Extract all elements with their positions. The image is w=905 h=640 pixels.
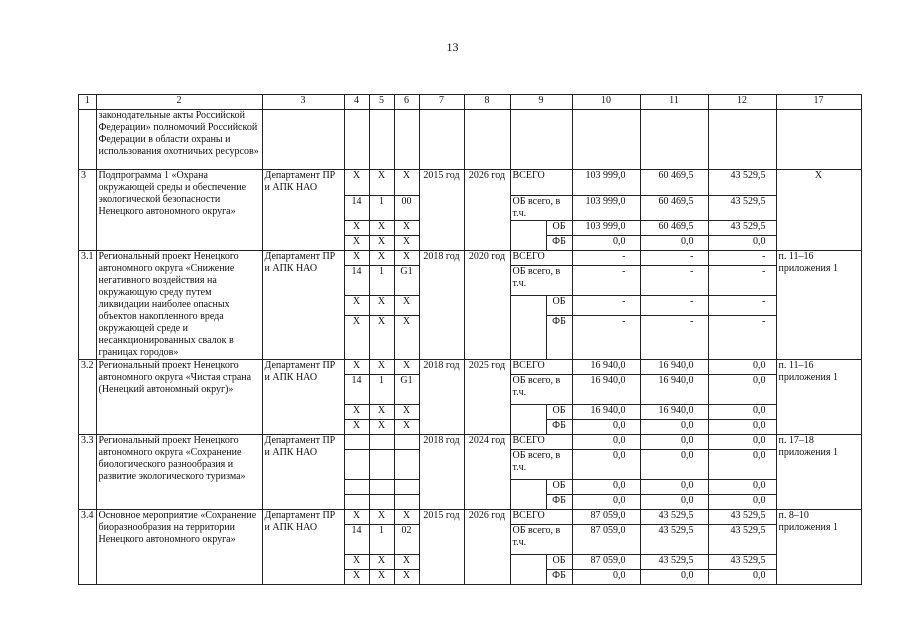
column-header: 2: [96, 95, 262, 110]
value-col12: 43 529,5: [708, 196, 776, 221]
source-label: ОБ всего, в т.ч.: [510, 525, 572, 555]
empty-cell: [464, 110, 510, 170]
code-cell: Х: [369, 360, 394, 375]
department: Департамент ПР и АПК НАО: [262, 360, 344, 435]
page-number: 13: [446, 40, 459, 54]
code-cell: Х: [344, 251, 369, 266]
code-cell: [344, 495, 369, 510]
value-col10: 103 999,0: [572, 170, 640, 196]
code-cell: Х: [394, 555, 419, 570]
year-end: 2026 год: [464, 510, 510, 585]
year-start: 2015 год: [419, 170, 464, 251]
item-name: Региональный проект Ненецкого автономного округа «Сохранение биологического разнообразия и развитие экологического туризма»: [96, 435, 262, 510]
value-col10: 0,0: [572, 450, 640, 480]
value-col10: -: [572, 266, 640, 296]
source-label: ОБ: [546, 296, 572, 316]
value-col10: 16 940,0: [572, 375, 640, 405]
value-col12: 0,0: [708, 435, 776, 450]
code-cell: G1: [394, 375, 419, 405]
value-col12: 43 529,5: [708, 555, 776, 570]
value-col11: 43 529,5: [640, 510, 708, 525]
value-col11: 43 529,5: [640, 555, 708, 570]
item-name: Региональный проект Ненецкого автономного округа «Снижение негативного воздействия на окружающую среду путем ликвидации наиболее опасных объектов накопленного вреда окружающей среде и несанкционированных свалок в границах городов»: [96, 251, 262, 360]
code-cell: [394, 450, 419, 480]
column-header: 17: [776, 95, 861, 110]
code-cell: [344, 450, 369, 480]
code-cell: 00: [394, 196, 419, 221]
empty-cell: [262, 110, 344, 170]
value-col11: 16 940,0: [640, 405, 708, 420]
code-cell: Х: [344, 420, 369, 435]
value-col10: 103 999,0: [572, 196, 640, 221]
source-label: ОБ: [546, 405, 572, 420]
value-col10: 87 059,0: [572, 510, 640, 525]
value-col10: -: [572, 316, 640, 360]
department: Департамент ПР и АПК НАО: [262, 170, 344, 251]
value-col12: 0,0: [708, 480, 776, 495]
item-name: Основное мероприятие «Сохранение биоразнообразия на территории Ненецкого автономного округа»: [96, 510, 262, 585]
source-label: ОБ: [546, 480, 572, 495]
value-col12: 43 529,5: [708, 510, 776, 525]
row-number: 3.4: [79, 510, 97, 585]
empty-cell: [510, 110, 572, 170]
table-row: [79, 170, 862, 196]
code-cell: 14: [344, 525, 369, 555]
empty-cell: [510, 296, 546, 360]
value-col11: 0,0: [640, 570, 708, 585]
code-cell: Х: [394, 360, 419, 375]
code-cell: [369, 435, 394, 450]
column-header: 6: [394, 95, 419, 110]
value-col11: 16 940,0: [640, 360, 708, 375]
year-start: 2018 год: [419, 435, 464, 510]
code-cell: G1: [394, 266, 419, 296]
note: п. 11–16 приложения 1: [776, 360, 861, 435]
value-col11: 0,0: [640, 495, 708, 510]
code-cell: Х: [344, 510, 369, 525]
code-cell: Х: [394, 236, 419, 251]
source-label: ВСЕГО: [510, 360, 572, 375]
source-label: ВСЕГО: [510, 435, 572, 450]
value-col10: -: [572, 251, 640, 266]
code-cell: Х: [344, 316, 369, 360]
value-col10: 0,0: [572, 495, 640, 510]
code-cell: 1: [369, 525, 394, 555]
column-header: 12: [708, 95, 776, 110]
value-col12: -: [708, 316, 776, 360]
column-header: 1: [79, 95, 97, 110]
code-cell: Х: [344, 555, 369, 570]
code-cell: [344, 435, 369, 450]
table-row: [79, 251, 862, 266]
column-header: 10: [572, 95, 640, 110]
value-col11: -: [640, 316, 708, 360]
code-cell: [369, 450, 394, 480]
value-col10: 0,0: [572, 480, 640, 495]
value-col12: 43 529,5: [708, 170, 776, 196]
value-col12: 0,0: [708, 450, 776, 480]
year-end: 2020 год: [464, 251, 510, 360]
value-col10: 103 999,0: [572, 221, 640, 236]
value-col11: -: [640, 266, 708, 296]
year-start: 2015 год: [419, 510, 464, 585]
empty-cell: [419, 110, 464, 170]
source-label: ОБ: [546, 555, 572, 570]
note: п. 11–16 приложения 1: [776, 251, 861, 360]
value-col10: 87 059,0: [572, 555, 640, 570]
code-cell: Х: [394, 420, 419, 435]
value-col10: 0,0: [572, 420, 640, 435]
value-col12: 0,0: [708, 360, 776, 375]
source-label: ВСЕГО: [510, 251, 572, 266]
value-col11: -: [640, 296, 708, 316]
source-label: ОБ всего, в т.ч.: [510, 450, 572, 480]
column-header: 4: [344, 95, 369, 110]
empty-cell: [369, 110, 394, 170]
code-cell: 14: [344, 375, 369, 405]
value-col10: -: [572, 296, 640, 316]
code-cell: Х: [394, 296, 419, 316]
value-col10: 16 940,0: [572, 405, 640, 420]
table-row: [79, 435, 862, 450]
code-cell: Х: [369, 170, 394, 196]
empty-cell: [776, 110, 861, 170]
year-end: 2024 год: [464, 435, 510, 510]
value-col11: 43 529,5: [640, 525, 708, 555]
code-cell: Х: [369, 316, 394, 360]
empty-cell: [510, 480, 546, 510]
value-col11: 0,0: [640, 450, 708, 480]
value-col10: 16 940,0: [572, 360, 640, 375]
code-cell: Х: [394, 251, 419, 266]
department: Департамент ПР и АПК НАО: [262, 251, 344, 360]
code-cell: 1: [369, 375, 394, 405]
code-cell: Х: [394, 570, 419, 585]
value-col10: 0,0: [572, 236, 640, 251]
code-cell: Х: [394, 510, 419, 525]
code-cell: Х: [344, 570, 369, 585]
value-col11: 60 469,5: [640, 196, 708, 221]
value-col11: 0,0: [640, 420, 708, 435]
table-row: [79, 510, 862, 525]
code-cell: Х: [394, 405, 419, 420]
code-cell: 1: [369, 196, 394, 221]
table-row: [79, 360, 862, 375]
column-header: 3: [262, 95, 344, 110]
source-label: ВСЕГО: [510, 170, 572, 196]
row-number: 3.3: [79, 435, 97, 510]
code-cell: Х: [369, 555, 394, 570]
continuation-text: законодательные акты Российской Федерации» полномочий Российской Федерации в области охраны и использования охотничьих ресурсов»: [96, 110, 262, 170]
empty-cell: [572, 110, 640, 170]
item-name: Подпрограмма 1 «Охрана окружающей среды и обеспечение экологической безопасности Ненецкого автономного округа»: [96, 170, 262, 251]
row-number: 3: [79, 170, 97, 251]
value-col12: 43 529,5: [708, 525, 776, 555]
value-col11: 60 469,5: [640, 221, 708, 236]
row-number: 3.2: [79, 360, 97, 435]
department: Департамент ПР и АПК НАО: [262, 510, 344, 585]
value-col12: -: [708, 296, 776, 316]
code-cell: Х: [369, 236, 394, 251]
value-col11: -: [640, 251, 708, 266]
value-col11: 0,0: [640, 236, 708, 251]
empty-cell: [640, 110, 708, 170]
column-header: 8: [464, 95, 510, 110]
continuation-row: [79, 110, 862, 170]
code-cell: [394, 435, 419, 450]
code-cell: Х: [344, 221, 369, 236]
column-header: 9: [510, 95, 572, 110]
empty-cell: [510, 555, 546, 585]
value-col12: 0,0: [708, 420, 776, 435]
program-table: [78, 94, 862, 585]
source-label: ФБ: [546, 420, 572, 435]
item-name: Региональный проект Ненецкого автономного округа «Чистая страна (Ненецкий автономный округ)»: [96, 360, 262, 435]
row-number: 3.1: [79, 251, 97, 360]
year-end: 2026 год: [464, 170, 510, 251]
code-cell: [394, 480, 419, 495]
column-header: 5: [369, 95, 394, 110]
code-cell: [394, 495, 419, 510]
value-col12: -: [708, 251, 776, 266]
value-col12: 0,0: [708, 375, 776, 405]
code-cell: Х: [394, 170, 419, 196]
value-col10: 87 059,0: [572, 525, 640, 555]
value-col10: 0,0: [572, 570, 640, 585]
code-cell: Х: [394, 221, 419, 236]
column-header: 11: [640, 95, 708, 110]
source-label: ФБ: [546, 495, 572, 510]
note: п. 8–10 приложения 1: [776, 510, 861, 585]
source-label: ОБ всего, в т.ч.: [510, 196, 572, 221]
code-cell: Х: [369, 251, 394, 266]
value-col10: 0,0: [572, 435, 640, 450]
value-col12: 0,0: [708, 570, 776, 585]
code-cell: Х: [344, 405, 369, 420]
value-col11: 0,0: [640, 435, 708, 450]
value-col12: 0,0: [708, 405, 776, 420]
value-col12: 43 529,5: [708, 221, 776, 236]
source-label: ФБ: [546, 236, 572, 251]
code-cell: Х: [344, 236, 369, 251]
code-cell: Х: [369, 420, 394, 435]
code-cell: Х: [369, 296, 394, 316]
code-cell: Х: [394, 316, 419, 360]
source-label: ФБ: [546, 316, 572, 360]
source-label: ОБ всего, в т.ч.: [510, 266, 572, 296]
source-label: ОБ: [546, 221, 572, 236]
code-cell: Х: [369, 510, 394, 525]
empty-cell: [510, 405, 546, 435]
empty-cell: [708, 110, 776, 170]
source-label: ВСЕГО: [510, 510, 572, 525]
code-cell: Х: [344, 170, 369, 196]
value-col12: -: [708, 266, 776, 296]
empty-cell: [79, 110, 97, 170]
year-end: 2025 год: [464, 360, 510, 435]
code-cell: 02: [394, 525, 419, 555]
source-label: ОБ всего, в т.ч.: [510, 375, 572, 405]
code-cell: Х: [369, 221, 394, 236]
code-cell: Х: [369, 570, 394, 585]
code-cell: 14: [344, 196, 369, 221]
value-col11: 60 469,5: [640, 170, 708, 196]
value-col11: 0,0: [640, 480, 708, 495]
empty-cell: [510, 221, 546, 251]
header-row: [79, 95, 862, 110]
code-cell: Х: [369, 405, 394, 420]
department: Департамент ПР и АПК НАО: [262, 435, 344, 510]
code-cell: Х: [344, 360, 369, 375]
column-header: 7: [419, 95, 464, 110]
code-cell: [369, 480, 394, 495]
code-cell: 14: [344, 266, 369, 296]
code-cell: [344, 480, 369, 495]
empty-cell: [394, 110, 419, 170]
value-col12: 0,0: [708, 236, 776, 251]
value-col12: 0,0: [708, 495, 776, 510]
note: п. 17–18 приложения 1: [776, 435, 861, 510]
empty-cell: [344, 110, 369, 170]
code-cell: 1: [369, 266, 394, 296]
code-cell: [369, 495, 394, 510]
year-start: 2018 год: [419, 251, 464, 360]
code-cell: Х: [344, 296, 369, 316]
note: Х: [776, 170, 861, 251]
source-label: ФБ: [546, 570, 572, 585]
value-col11: 16 940,0: [640, 375, 708, 405]
year-start: 2018 год: [419, 360, 464, 435]
